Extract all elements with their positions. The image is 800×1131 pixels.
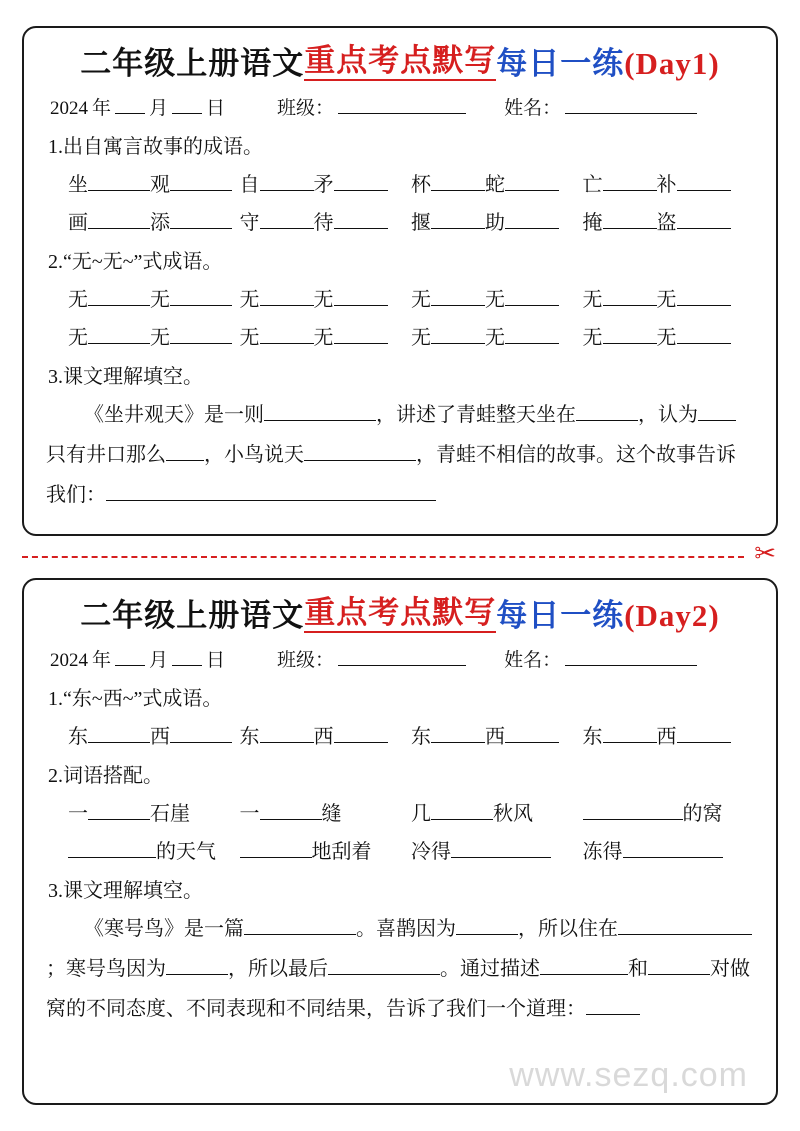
idiom-blank[interactable] bbox=[677, 213, 731, 229]
idiom-blank[interactable] bbox=[431, 727, 485, 743]
para-text: 《寒号鸟》是一篇 bbox=[84, 917, 244, 940]
idiom-blank[interactable] bbox=[334, 727, 388, 743]
day-unit: 日 bbox=[206, 649, 226, 671]
idiom-blank[interactable] bbox=[88, 175, 150, 191]
idiom-char-pre: 东 bbox=[68, 725, 88, 748]
section-heading: 3.课文理解填空。 bbox=[48, 366, 203, 389]
idiom-blank[interactable] bbox=[334, 290, 388, 306]
year-unit: 年 bbox=[92, 649, 112, 671]
answer-cell bbox=[411, 797, 583, 826]
answer-cell bbox=[583, 168, 755, 197]
day-unit: 日 bbox=[206, 98, 226, 120]
idiom-char-pre: 无 bbox=[68, 289, 88, 312]
para-blank[interactable] bbox=[328, 959, 440, 975]
answer-cell bbox=[68, 835, 240, 864]
idiom-blank[interactable] bbox=[260, 328, 314, 344]
collocation-word: 地刮着 bbox=[311, 840, 372, 863]
para-blank[interactable] bbox=[698, 405, 736, 421]
scissors-icon: ✂ bbox=[754, 538, 776, 568]
para-blank[interactable] bbox=[244, 919, 356, 935]
para-blank[interactable] bbox=[648, 959, 710, 975]
collocation-word: 石崖 bbox=[150, 802, 190, 825]
idiom-char-mid: 西 bbox=[313, 725, 334, 748]
answer-row bbox=[46, 283, 754, 312]
collocation-word: 的窝 bbox=[682, 802, 723, 825]
answer-row bbox=[46, 720, 754, 749]
answer-cell bbox=[411, 168, 583, 197]
idiom-blank[interactable] bbox=[170, 213, 232, 229]
idiom-char-pre: 亡 bbox=[582, 174, 603, 197]
idiom-blank[interactable] bbox=[677, 727, 731, 743]
para-blank[interactable] bbox=[106, 485, 436, 501]
idiom-char-mid: 助 bbox=[485, 212, 505, 235]
collocation-blank[interactable] bbox=[451, 842, 551, 858]
answer-cell bbox=[583, 720, 755, 749]
month-unit: 月 bbox=[149, 98, 169, 120]
idiom-char-mid: 西 bbox=[656, 725, 677, 748]
idiom-blank[interactable] bbox=[170, 328, 232, 344]
para-text: 《坐井观天》是一则 bbox=[84, 404, 264, 427]
collocation-blank[interactable] bbox=[583, 804, 683, 820]
idiom-blank[interactable] bbox=[431, 290, 485, 306]
idiom-blank[interactable] bbox=[334, 175, 388, 191]
page-title bbox=[46, 44, 754, 81]
class-blank[interactable] bbox=[338, 98, 466, 114]
day-blank[interactable] bbox=[172, 98, 202, 114]
para-text: ，所以最后 bbox=[228, 957, 328, 980]
idiom-blank[interactable] bbox=[603, 213, 657, 229]
para-text: ，所以住在 bbox=[518, 917, 618, 940]
worksheet-card-day2 bbox=[22, 578, 778, 1106]
para-text: 。通过描述 bbox=[440, 957, 540, 980]
answer-cell bbox=[240, 835, 412, 864]
student-info-line bbox=[50, 645, 754, 672]
idiom-char-pre: 无 bbox=[239, 327, 260, 350]
month-blank[interactable] bbox=[115, 650, 145, 666]
collocation-pre: 几 bbox=[411, 802, 431, 825]
name-blank[interactable] bbox=[565, 98, 697, 114]
name-label: 姓名： bbox=[504, 98, 562, 120]
idiom-char-mid: 无 bbox=[485, 289, 505, 312]
answer-cell bbox=[240, 283, 412, 312]
idiom-blank[interactable] bbox=[431, 175, 485, 191]
idiom-char-mid: 西 bbox=[150, 725, 170, 748]
idiom-char-mid: 西 bbox=[485, 725, 505, 748]
idiom-blank[interactable] bbox=[505, 213, 559, 229]
idiom-blank[interactable] bbox=[677, 175, 731, 191]
idiom-char-pre: 画 bbox=[68, 212, 88, 235]
answer-cell bbox=[240, 321, 412, 350]
answer-cell bbox=[583, 321, 755, 350]
idiom-blank[interactable] bbox=[88, 727, 150, 743]
title-daily: 每日一练 bbox=[496, 46, 625, 81]
collocation-word: 缝 bbox=[321, 802, 342, 825]
para-blank[interactable] bbox=[304, 445, 416, 461]
answer-cell bbox=[68, 168, 240, 197]
name-label: 姓名： bbox=[504, 649, 562, 671]
idiom-blank[interactable] bbox=[334, 328, 388, 344]
idiom-blank[interactable] bbox=[505, 727, 559, 743]
idiom-char-mid: 蛇 bbox=[485, 174, 505, 197]
idiom-char-pre: 无 bbox=[239, 289, 260, 312]
answer-cell bbox=[411, 283, 583, 312]
idiom-char-mid: 无 bbox=[656, 327, 677, 350]
year-unit: 年 bbox=[92, 98, 112, 120]
idiom-blank[interactable] bbox=[677, 328, 731, 344]
answer-row bbox=[46, 797, 754, 826]
idiom-blank[interactable] bbox=[88, 290, 150, 306]
idiom-blank[interactable] bbox=[260, 727, 314, 743]
idiom-char-pre: 掩 bbox=[582, 212, 603, 235]
answer-cell bbox=[68, 720, 240, 749]
idiom-char-pre: 无 bbox=[411, 327, 431, 350]
idiom-blank[interactable] bbox=[603, 175, 657, 191]
idiom-blank[interactable] bbox=[170, 175, 232, 191]
idiom-char-mid: 添 bbox=[150, 212, 170, 235]
watermark: www.sezq.com bbox=[509, 1056, 748, 1094]
idiom-char-mid: 无 bbox=[150, 327, 170, 350]
collocation-pre: 一 bbox=[239, 802, 260, 825]
month-blank[interactable] bbox=[115, 98, 145, 114]
para-blank[interactable] bbox=[264, 405, 376, 421]
answer-cell bbox=[68, 206, 240, 235]
para-blank[interactable] bbox=[586, 999, 640, 1015]
idiom-char-pre: 杯 bbox=[411, 174, 431, 197]
answer-row bbox=[46, 321, 754, 350]
idiom-blank[interactable] bbox=[677, 290, 731, 306]
answer-cell bbox=[583, 283, 755, 312]
idiom-char-mid: 待 bbox=[313, 212, 334, 235]
para-text: 。喜鹊因为 bbox=[356, 917, 456, 940]
answer-row bbox=[46, 835, 754, 864]
para-text: ，青蛙不相信的故事。这个故事告诉我们： bbox=[46, 444, 736, 507]
idiom-char-pre: 无 bbox=[68, 327, 88, 350]
para-text: 和 bbox=[628, 957, 648, 980]
idiom-char-mid: 矛 bbox=[313, 174, 334, 197]
idiom-blank[interactable] bbox=[505, 290, 559, 306]
para-blank[interactable] bbox=[576, 405, 638, 421]
comprehension-paragraph bbox=[46, 909, 754, 1029]
day-blank[interactable] bbox=[172, 650, 202, 666]
idiom-char-pre: 无 bbox=[582, 327, 603, 350]
section-heading: 3.课文理解填空。 bbox=[48, 879, 203, 902]
month-unit: 月 bbox=[149, 649, 169, 671]
idiom-char-pre: 东 bbox=[411, 725, 431, 748]
para-text: ，认为 bbox=[638, 404, 698, 427]
answer-cell bbox=[68, 797, 240, 826]
para-blank[interactable] bbox=[166, 445, 204, 461]
answer-row bbox=[46, 168, 754, 197]
answer-cell bbox=[411, 720, 583, 749]
para-blank[interactable] bbox=[166, 959, 228, 975]
collocation-blank[interactable] bbox=[431, 804, 493, 820]
page-title bbox=[46, 596, 754, 633]
collocation-blank[interactable] bbox=[88, 804, 150, 820]
idiom-char-mid: 补 bbox=[656, 174, 677, 197]
section-heading: 2.词语搭配。 bbox=[48, 764, 163, 787]
answer-cell bbox=[68, 283, 240, 312]
idiom-char-mid: 无 bbox=[313, 289, 334, 312]
title-day-number: (Day2) bbox=[624, 597, 720, 633]
collocation-blank[interactable] bbox=[623, 842, 723, 858]
name-blank[interactable] bbox=[565, 650, 697, 666]
idiom-char-pre: 守 bbox=[239, 212, 260, 235]
dashed-divider bbox=[22, 556, 744, 558]
para-blank[interactable] bbox=[456, 919, 518, 935]
collocation-blank[interactable] bbox=[260, 804, 322, 820]
year-value: 2024 bbox=[50, 649, 88, 671]
title-highlight: 重点考点默写 bbox=[304, 44, 496, 81]
idiom-char-mid: 观 bbox=[150, 174, 170, 197]
title-subject: 二年级上册语文 bbox=[80, 46, 305, 81]
collocation-word: 秋风 bbox=[493, 802, 533, 825]
section-heading: 1.出自寓言故事的成语。 bbox=[48, 136, 263, 159]
idiom-char-mid: 无 bbox=[485, 327, 505, 350]
answer-cell bbox=[240, 797, 412, 826]
idiom-blank[interactable] bbox=[260, 213, 314, 229]
idiom-blank[interactable] bbox=[170, 290, 232, 306]
title-day-number: (Day1) bbox=[624, 46, 720, 81]
answer-cell bbox=[583, 797, 755, 826]
idiom-blank[interactable] bbox=[603, 328, 657, 344]
collocation-word: 的天气 bbox=[156, 840, 216, 863]
student-info-line bbox=[50, 93, 754, 120]
answer-row bbox=[46, 206, 754, 235]
idiom-char-pre: 东 bbox=[582, 725, 603, 748]
answer-cell bbox=[240, 206, 412, 235]
answer-cell bbox=[68, 321, 240, 350]
idiom-char-pre: 无 bbox=[582, 289, 603, 312]
idiom-blank[interactable] bbox=[505, 175, 559, 191]
section-heading: 1.“东~西~”式成语。 bbox=[48, 687, 223, 710]
title-daily: 每日一练 bbox=[496, 597, 625, 633]
idiom-blank[interactable] bbox=[431, 328, 485, 344]
answer-cell bbox=[583, 835, 755, 864]
idiom-blank[interactable] bbox=[603, 290, 657, 306]
idiom-char-pre: 自 bbox=[239, 174, 260, 197]
idiom-char-pre: 东 bbox=[239, 725, 260, 748]
answer-cell bbox=[240, 720, 412, 749]
para-text: 对做窝的不同态度、不同表现和不同结果，告诉了我们一个道理： bbox=[46, 957, 750, 1020]
idiom-blank[interactable] bbox=[603, 727, 657, 743]
idiom-char-mid: 盗 bbox=[656, 212, 677, 235]
answer-cell bbox=[240, 168, 412, 197]
idiom-char-pre: 揠 bbox=[411, 212, 431, 235]
idiom-blank[interactable] bbox=[431, 213, 485, 229]
worksheet-card-day1 bbox=[22, 26, 778, 536]
idiom-blank[interactable] bbox=[260, 290, 314, 306]
section-heading: 2.“无~无~”式成语。 bbox=[48, 251, 223, 274]
para-text: 只有井口那么 bbox=[46, 444, 166, 467]
class-label: 班级： bbox=[277, 649, 335, 671]
idiom-blank[interactable] bbox=[88, 328, 150, 344]
title-highlight: 重点考点默写 bbox=[304, 596, 496, 633]
para-text: ；寒号鸟因为 bbox=[46, 957, 166, 980]
para-blank[interactable] bbox=[540, 959, 628, 975]
idiom-blank[interactable] bbox=[170, 727, 232, 743]
idiom-blank[interactable] bbox=[334, 213, 388, 229]
idiom-char-pre: 坐 bbox=[68, 174, 88, 197]
para-blank[interactable] bbox=[618, 919, 752, 935]
class-blank[interactable] bbox=[338, 650, 466, 666]
idiom-char-pre: 无 bbox=[411, 289, 431, 312]
para-text: ，小鸟说天 bbox=[204, 444, 304, 467]
idiom-blank[interactable] bbox=[88, 213, 150, 229]
idiom-char-mid: 无 bbox=[656, 289, 677, 312]
answer-cell bbox=[411, 206, 583, 235]
collocation-pre: 冷得 bbox=[411, 840, 451, 863]
answer-cell bbox=[411, 835, 583, 864]
collocation-blank[interactable] bbox=[240, 842, 312, 858]
collocation-pre: 一 bbox=[68, 802, 88, 825]
idiom-char-mid: 无 bbox=[313, 327, 334, 350]
comprehension-paragraph bbox=[46, 395, 754, 515]
para-text: ，讲述了青蛙整天坐在 bbox=[376, 404, 576, 427]
year-value: 2024 bbox=[50, 98, 88, 120]
answer-cell bbox=[411, 321, 583, 350]
answer-cell bbox=[583, 206, 755, 235]
idiom-blank[interactable] bbox=[260, 175, 314, 191]
cut-line bbox=[22, 538, 778, 568]
collocation-pre: 冻得 bbox=[582, 840, 623, 863]
class-label: 班级： bbox=[277, 98, 335, 120]
collocation-blank[interactable] bbox=[68, 842, 156, 858]
title-subject: 二年级上册语文 bbox=[80, 597, 305, 633]
idiom-char-mid: 无 bbox=[150, 289, 170, 312]
idiom-blank[interactable] bbox=[505, 328, 559, 344]
